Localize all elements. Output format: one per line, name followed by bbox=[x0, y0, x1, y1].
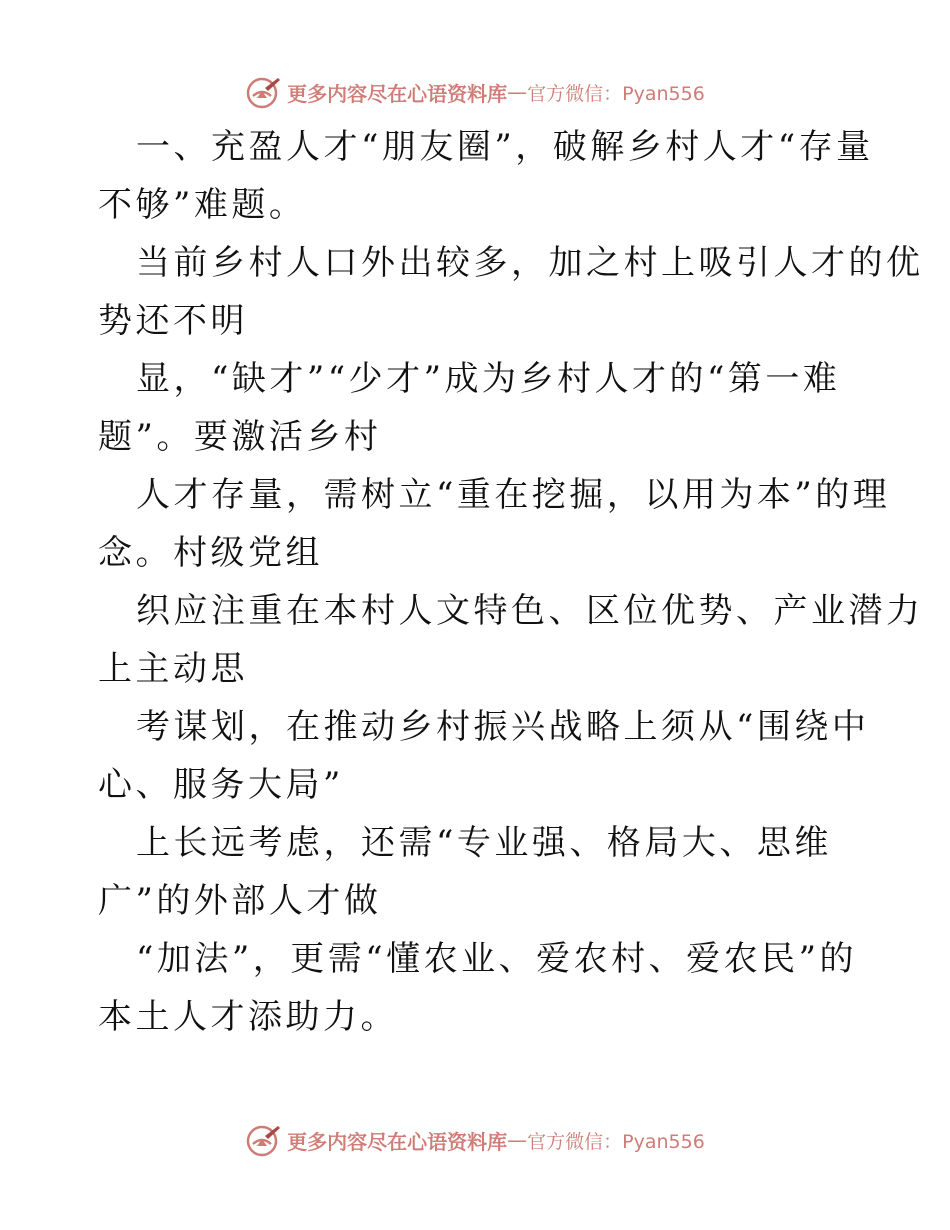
paragraph-line: 势还不明 bbox=[98, 301, 248, 341]
document-body bbox=[98, 118, 924, 1046]
watermark-dash: — bbox=[507, 1128, 528, 1152]
paragraph-line: 显，“缺才”“少才”成为乡村人才的“第一难 bbox=[136, 359, 841, 399]
paragraph-line: 织应注重在本村人文特色、区位优势、产业潜力 bbox=[136, 591, 924, 631]
watermark-wechat-text: 官方微信：Pyan556 bbox=[527, 1130, 705, 1153]
paragraph-line: 本土人才添助力。 bbox=[98, 997, 398, 1037]
paragraph-line: 心、服务大局” bbox=[98, 765, 344, 805]
paragraph-line: 人才存量，需树立“重在挖掘，以用为本”的理 bbox=[136, 475, 891, 515]
watermark-wechat-text: 官方微信：Pyan556 bbox=[527, 82, 705, 105]
paragraph-line: 上主动思 bbox=[98, 649, 248, 689]
paragraph-line: 当前乡村人口外出较多，加之村上吸引人才的优 bbox=[136, 243, 924, 283]
footer-watermark bbox=[0, 1120, 950, 1160]
paragraph-line: 上长远考虑，还需“专业强、格局大、思维 bbox=[136, 823, 832, 863]
paragraph-line: 一、充盈人才“朋友圈”，破解乡村人才“存量 bbox=[136, 127, 874, 167]
book-pen-logo-icon bbox=[245, 1122, 281, 1158]
paragraph-line: 念。村级党组 bbox=[98, 533, 323, 573]
watermark-site-text: 更多内容尽在心语资料库 bbox=[287, 1129, 508, 1154]
paragraph-line: 广”的外部人才做 bbox=[98, 881, 382, 921]
header-watermark bbox=[0, 72, 950, 112]
paragraph-line: “加法”，更需“懂农业、爱农村、爱农民”的 bbox=[136, 939, 858, 979]
book-pen-logo-icon bbox=[245, 74, 281, 110]
paragraph-line: 考谋划，在推动乡村振兴战略上须从“围绕中 bbox=[136, 707, 870, 747]
paragraph-line: 不够”难题。 bbox=[98, 185, 307, 225]
paragraph-line: 题”。要激活乡村 bbox=[98, 417, 382, 457]
watermark-dash: — bbox=[507, 80, 528, 104]
watermark-site-text: 更多内容尽在心语资料库 bbox=[287, 81, 508, 106]
